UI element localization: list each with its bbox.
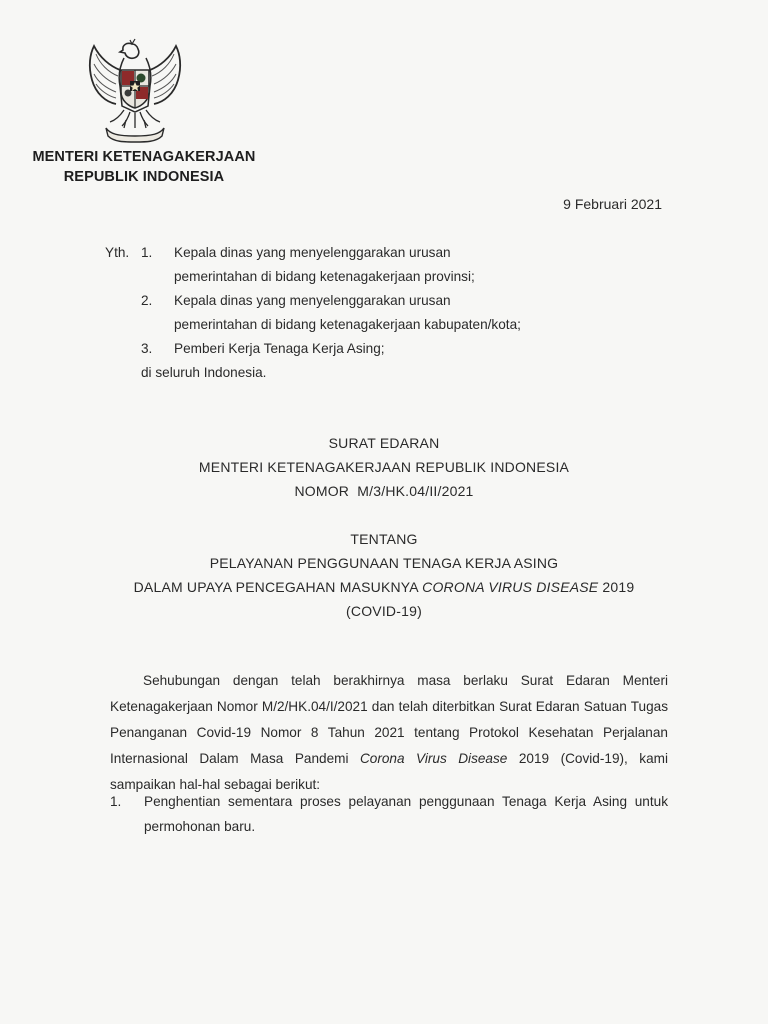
- body-paragraph: [110, 668, 668, 798]
- letterhead-ministry: MENTERI KETENAGAKERJAAN: [32, 149, 256, 165]
- subject-text: 2019: [598, 579, 635, 595]
- letter-date: 9 Februari 2021: [563, 196, 662, 212]
- list-number: 1.: [110, 794, 122, 809]
- title-line: MENTERI KETENAGAKERJAAN REPUBLIK INDONESIA: [198, 459, 570, 475]
- recipient-number: 1.: [141, 245, 153, 260]
- recipient-text: Kepala dinas yang menyelenggarakan urusan: [174, 245, 451, 260]
- circular-number: NOMOR M/3/HK.04/II/2021: [294, 483, 474, 499]
- body-text: 2019 (Covid-19), kami sampaikan hal-hal sebagai berikut:: [110, 751, 668, 792]
- subject-line: PELAYANAN PENGGUNAAN TENAGA KERJA ASING: [209, 555, 559, 571]
- letterhead: [24, 147, 264, 187]
- circular-subject: [0, 527, 768, 623]
- title-line: SURAT EDARAN: [328, 435, 440, 451]
- circular-title: [0, 431, 768, 503]
- subject-line: [0, 575, 768, 599]
- subject-heading: TENTANG: [350, 531, 418, 547]
- garuda-emblem-icon: [80, 36, 190, 144]
- recipient-text: pemerintahan di bidang ketenagakerjaan provinsi;: [174, 269, 475, 284]
- subject-text: DALAM UPAYA PENCEGAHAN MASUKNYA: [133, 579, 423, 595]
- body-italic-text: Corona Virus Disease: [359, 751, 508, 766]
- subject-italic-text: CORONA VIRUS DISEASE: [422, 579, 599, 595]
- recipient-text: Kepala dinas yang menyelenggarakan urusan: [174, 293, 451, 308]
- body-text: Sehubungan dengan telah berakhirnya masa berlaku Surat Edaran Menteri Ketenagakerjaan Nomor M/2/HK.04/I/2021 dan telah diterbitkan Surat Edaran Satuan Tugas Penanganan Covid-19 Nomor 8 Tahun 2021 tentang Protokol Kesehatan Perjalanan Internasional Dalam Masa Pandemi: [110, 673, 668, 766]
- subject-line: (COVID-19): [346, 603, 422, 619]
- recipient-number: 3.: [141, 341, 153, 356]
- salutation: Yth.: [105, 245, 130, 260]
- recipient-closing: di seluruh Indonesia.: [141, 365, 267, 380]
- letterhead-country: REPUBLIK INDONESIA: [63, 169, 225, 185]
- recipient-text: pemerintahan di bidang ketenagakerjaan kabupaten/kota;: [174, 317, 521, 332]
- list-item: [110, 789, 668, 839]
- recipient-number: 2.: [141, 293, 153, 308]
- list-text: Penghentian sementara proses pelayanan penggunaan Tenaga Kerja Asing untuk permohonan baru.: [144, 794, 668, 834]
- recipient-text: Pemberi Kerja Tenaga Kerja Asing;: [174, 341, 385, 356]
